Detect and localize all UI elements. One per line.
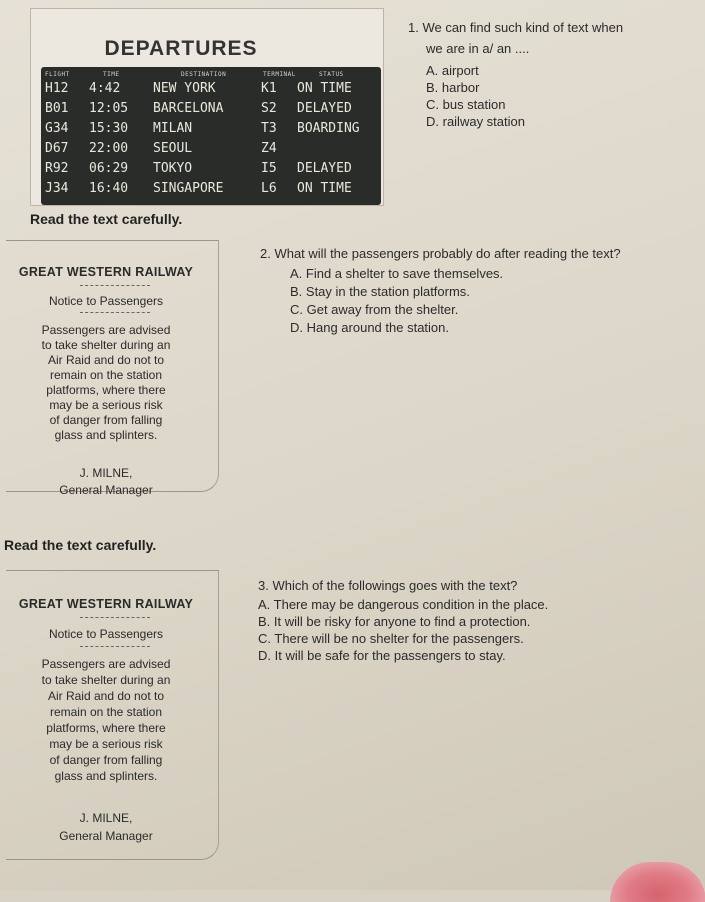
board-cell-terminal: Z4: [261, 141, 277, 156]
board-cell-terminal: L6: [261, 181, 277, 196]
question-3-option-a[interactable]: A. There may be dangerous condition in the place.: [258, 597, 549, 612]
notice-body-line: Passengers are advised: [41, 323, 171, 337]
railway-notice-2: [6, 570, 219, 860]
notice-signer-title: General Manager: [59, 829, 153, 843]
board-cell-time: 15:30: [89, 121, 129, 136]
notice-body-line: glass and splinters.: [54, 428, 158, 442]
board-cell-flight: J34: [45, 181, 69, 196]
notice-divider: [80, 312, 150, 313]
board-cell-status: DELAYED: [297, 161, 352, 176]
board-header-destination: DESTINATION: [181, 71, 227, 78]
notice-body-line: remain on the station: [49, 368, 163, 382]
question-3-option-c[interactable]: C. There will be no shelter for the passengers.: [258, 631, 524, 646]
notice-signer: J. MILNE,: [79, 811, 133, 825]
board-cell-flight: D67: [45, 141, 69, 156]
board-cell-terminal: K1: [261, 81, 277, 96]
question-3-option-b[interactable]: B. It will be risky for anyone to find a protection.: [258, 614, 531, 629]
board-cell-destination: TOKYO: [153, 161, 193, 176]
board-cell-terminal: T3: [261, 121, 277, 136]
board-cell-destination: SINGAPORE: [153, 181, 224, 196]
question-2-option-c[interactable]: C. Get away from the shelter.: [290, 302, 459, 317]
notice-body-line: may be a serious risk: [49, 398, 163, 412]
board-cell-status: ON TIME: [297, 81, 352, 96]
board-cell-destination: SEOUL: [153, 141, 193, 156]
board-cell-destination: NEW YORK: [153, 81, 216, 96]
notice-body-line: platforms, where there: [46, 383, 166, 397]
notice-body-line: Air Raid and do not to: [47, 353, 165, 367]
question-2-text: 2. What will the passengers probably do after reading the text?: [260, 246, 621, 261]
question-1-option-b[interactable]: B. harbor: [426, 80, 480, 95]
board-cell-terminal: S2: [261, 101, 277, 116]
question-1-option-a[interactable]: A. airport: [426, 63, 479, 78]
notice-company: GREAT WESTERN RAILWAY: [18, 597, 194, 611]
board-cell-time: 4:42: [89, 81, 121, 96]
instruction-2: Read the text carefully.: [4, 537, 157, 553]
finger-thumb-photo-detail: [610, 862, 705, 902]
notice-body-line: glass and splinters.: [54, 769, 158, 783]
board-cell-status: ON TIME: [297, 181, 352, 196]
board-cell-terminal: I5: [261, 161, 277, 176]
question-1-option-d[interactable]: D. railway station: [426, 114, 525, 129]
notice-heading: Notice to Passengers: [48, 627, 164, 641]
board-cell-destination: MILAN: [153, 121, 193, 136]
notice-company: GREAT WESTERN RAILWAY: [18, 265, 194, 279]
question-2-option-b[interactable]: B. Stay in the station platforms.: [290, 284, 470, 299]
board-cell-time: 16:40: [89, 181, 129, 196]
notice-signer: J. MILNE,: [79, 466, 133, 480]
instruction-1: Read the text carefully.: [30, 211, 183, 227]
notice-body-line: Air Raid and do not to: [47, 689, 165, 703]
question-3-option-d[interactable]: D. It will be safe for the passengers to stay.: [258, 648, 506, 663]
notice-heading: Notice to Passengers: [48, 294, 164, 308]
notice-body-line: may be a serious risk: [49, 737, 163, 751]
board-cell-flight: G34: [45, 121, 69, 136]
board-cell-status: BOARDING: [297, 121, 360, 136]
board-header-time: TIME: [103, 71, 120, 78]
board-panel: [41, 67, 381, 205]
board-cell-time: 22:00: [89, 141, 129, 156]
board-cell-status: DELAYED: [297, 101, 352, 116]
board-title: DEPARTURES: [104, 37, 258, 60]
board-header-status: STATUS: [319, 71, 344, 78]
question-1-option-c[interactable]: C. bus station: [426, 97, 506, 112]
notice-body-line: platforms, where there: [46, 721, 166, 735]
question-1-text-continued: we are in a/ an ....: [426, 41, 530, 56]
notice-divider: [80, 617, 150, 618]
board-cell-flight: B01: [45, 101, 69, 116]
notice-divider: [80, 646, 150, 647]
board-header-terminal: TERMINAL: [263, 71, 296, 78]
board-cell-flight: H12: [45, 81, 69, 96]
notice-divider: [80, 285, 150, 286]
question-1-text: 1. We can find such kind of text when: [408, 20, 624, 35]
notice-body-line: Passengers are advised: [41, 657, 171, 671]
notice-body-line: of danger from falling: [49, 753, 163, 767]
question-2-option-a[interactable]: A. Find a shelter to save themselves.: [290, 266, 504, 281]
notice-body-line: to take shelter during an: [41, 338, 171, 352]
board-cell-destination: BARCELONA: [153, 101, 224, 116]
departures-board-image: [30, 8, 384, 206]
board-header-flight: FLIGHT: [45, 71, 70, 78]
board-cell-flight: R92: [45, 161, 69, 176]
notice-body-line: of danger from falling: [49, 413, 163, 427]
question-2-option-d[interactable]: D. Hang around the station.: [290, 320, 449, 335]
notice-body-line: to take shelter during an: [41, 673, 171, 687]
board-cell-time: 06:29: [89, 161, 129, 176]
notice-body-line: remain on the station: [49, 705, 163, 719]
board-cell-time: 12:05: [89, 101, 129, 116]
railway-notice-1: [6, 240, 219, 497]
notice-signer-title: General Manager: [59, 483, 153, 497]
question-3-text: 3. Which of the followings goes with the text?: [258, 578, 518, 593]
